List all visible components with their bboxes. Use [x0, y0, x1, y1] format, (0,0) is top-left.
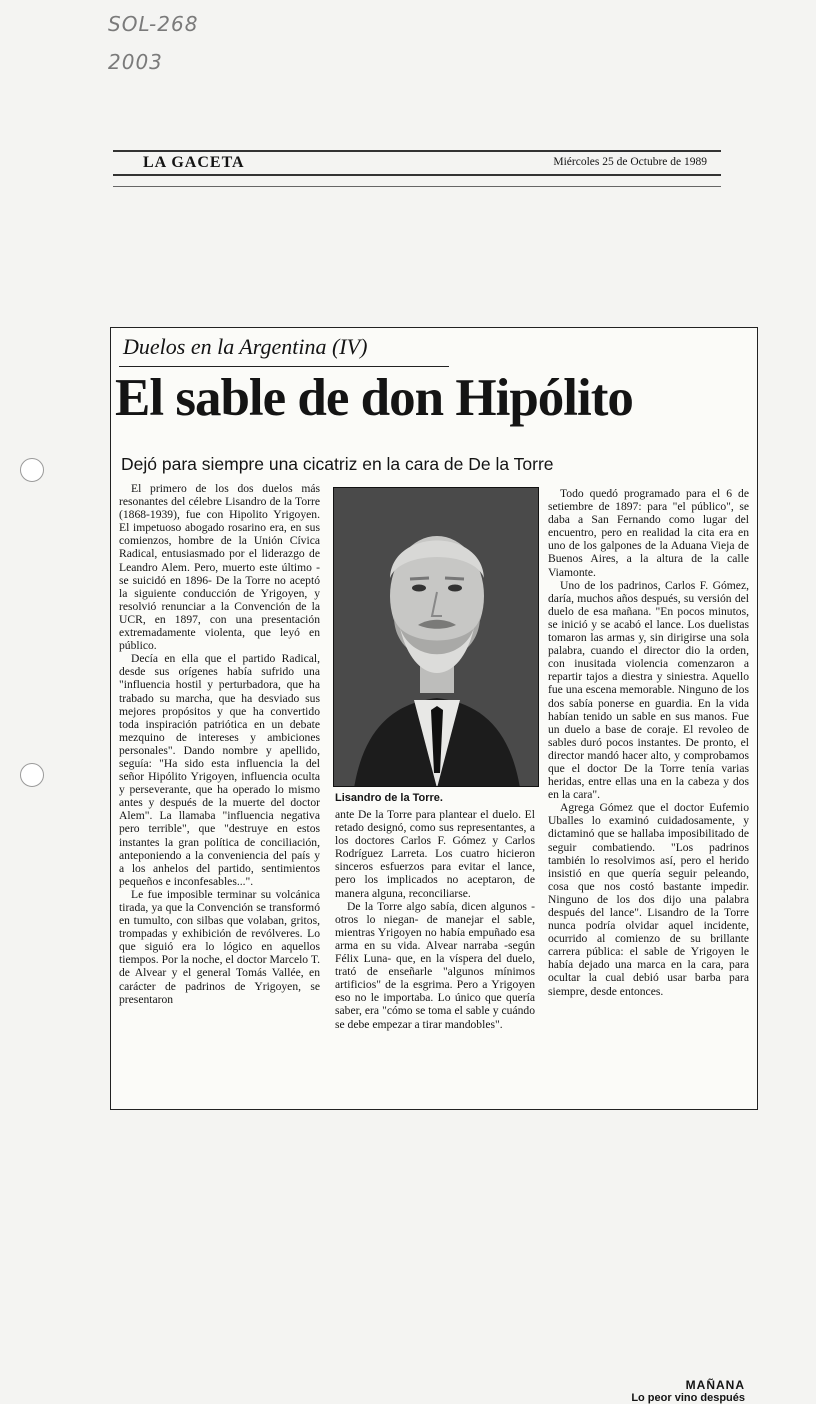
paragraph: Le fue imposible terminar su volcánica tirada, ya que la Convención se transformó en tumulto, con silbas que volaban, gritos, trompadas y exhibición de revólveres. Lo que siguió era lo lógico en aquellos tiempos. Por la noche, el doctor Marcelo T. de Alvear y el general Tomás Vallée, en carácter de padrinos de Yrigoyen, se presentaron	[119, 887, 320, 1006]
headline: El sable de don Hipólito	[115, 369, 633, 427]
paragraph: El primero de los dos duelos más resonantes del célebre Lisandro de la Torre (1868-1939), fue con Hipolito Yrigoyen. El impetuoso abogado rosarino era, en sus comienzos, hombre de la Unión Cívica Radical, entusiasmado por el liderazgo de Leandro Alem. Pero, muerto este último -se suicidó en 1896- De la Torre no aceptó la siguiente conducción de Yrigoyen, y resolvió renunciar a la Convención de la UCR, en 1897, con una presentación extremadamente violenta, que leyó en público.	[119, 482, 320, 653]
newspaper-name: LA GACETA	[143, 154, 245, 171]
newspaper-masthead	[113, 150, 721, 194]
masthead-rule	[113, 174, 721, 176]
next-title: Lo peor vino después	[631, 1392, 745, 1404]
next-installment	[631, 1378, 745, 1404]
article-column-1	[119, 482, 320, 1006]
series-kicker: Duelos en la Argentina (IV)	[123, 334, 368, 359]
photo-caption: Lisandro de la Torre.	[335, 792, 443, 804]
paragraph: ante De la Torre para plantear el duelo. El retado designó, como sus representantes, a los doctores Carlos F. Gómez y Carlos Rodríguez Larreta. Los cuatro hicieron sinceros esfuerzos para evitar el lance, pero los implicados no aceptaron, de manera alguna, reconciliarse.	[335, 808, 535, 900]
paragraph: Decía en ella que el partido Radical, desde sus orígenes había sufrido una "influencia hostil y perturbadora, que ha trabado su marcha, que ha desviado sus mejores propósitos y que ha convertido toda inspiración patriótica en un debate mezquino de intereses y ambiciones personales". Dando nombre y apellido, seguía: "Ha sido esta influencia la del señor Hipólito Yrigoyen, influencia oculta y perseverante, que ha operado lo mismo antes y después de la muerte del doctor Alem". La llamaba "influencia negativa pero terrible", que "destruye en estos instantes la gran política de conciliación, anteponiendo a la conveniencia del país y a los anhelos del partido, sentimientos pequeños e inconfesables...".	[119, 652, 320, 888]
paragraph: De la Torre algo sabía, dicen algunos -otros lo niegan- de manejar el sable, mientras Yrigoyen no había empuñado esa arma en su vida. Alvear narraba -según Félix Luna- que, en la víspera del duelo, trató de enseñarle "algunos mínimos artificios" de la esgrima. Pero a Yrigoyen eso no le importaba. Lo único que quería saber, era "cómo se toma el sable y cuándo se debe empezar a tirar mandobles".	[335, 899, 535, 1031]
paragraph: Todo quedó programado para el 6 de setiembre de 1897: para "el público", se daba a San Fernando como lugar del encuentro, pero en realidad la cita era en uno de los galpones de la Aduana Vieja de Buenos Aires, a la altura de la calle Viamonte.	[548, 487, 749, 579]
article-column-3	[548, 487, 749, 998]
paragraph: Agrega Gómez que el doctor Eufemio Uballes lo examinó cuidadosamente, y dictaminó que se hallaba imposibilitado de seguir combatiendo. "Los padrinos también lo resolvimos así, pero el herido insistió en que quería seguir peleando, cosa que nos costó bastante impedir. Ninguno de los dos dijo una palabra después del lance". Lisandro de la Torre nunca podría olvidar aquel incidente, ocurrido al comienzo de su brillante carrera pública: el sable de Yrigoyen le había dejado una marca en la cara, para ocultar la cual debió usar barba para siempre, desde entonces.	[548, 801, 749, 998]
subheadline: Dejó para siempre una cicatriz en la cara de De la Torre	[121, 454, 554, 474]
article-clipping	[110, 327, 758, 1404]
masthead-rule	[113, 186, 721, 187]
kicker-rule	[119, 366, 449, 367]
masthead-rule	[113, 150, 721, 152]
publication-date: Miércoles 25 de Octubre de 1989	[553, 156, 707, 168]
next-label: MAÑANA	[685, 1378, 745, 1392]
handwritten-year: 2003	[108, 50, 163, 74]
paragraph: Uno de los padrinos, Carlos F. Gómez, daría, muchos años después, su versión del duelo de esa mañana. "En pocos minutos, se inició y se acabó el lance. Los duelistas tomaron las armas y, sin dirigirse una sola palabra, cuando el director dio la orden, con inusitada violencia comenzaron a repartir tajos a diestra y siniestra. Aquello fue una escena memorable. Ninguno de los dos sabía ponerse en guardia. En la vida habían tenido un sable en sus manos. Fue un duelo a base de coraje. El revoleo de sables duró pocos instantes. De pronto, el director mandó hacer alto, y comprobamos que el doctor De la Torre tenía varias heridas, entre ellas una en la cabeza y dos en la cara".	[548, 578, 749, 802]
portrait-photo	[333, 487, 539, 787]
handwritten-archive-code: SOL-268	[108, 12, 199, 36]
punch-hole	[20, 458, 44, 482]
punch-hole	[20, 763, 44, 787]
portrait-illustration	[334, 488, 539, 787]
article-column-2	[335, 808, 535, 1031]
